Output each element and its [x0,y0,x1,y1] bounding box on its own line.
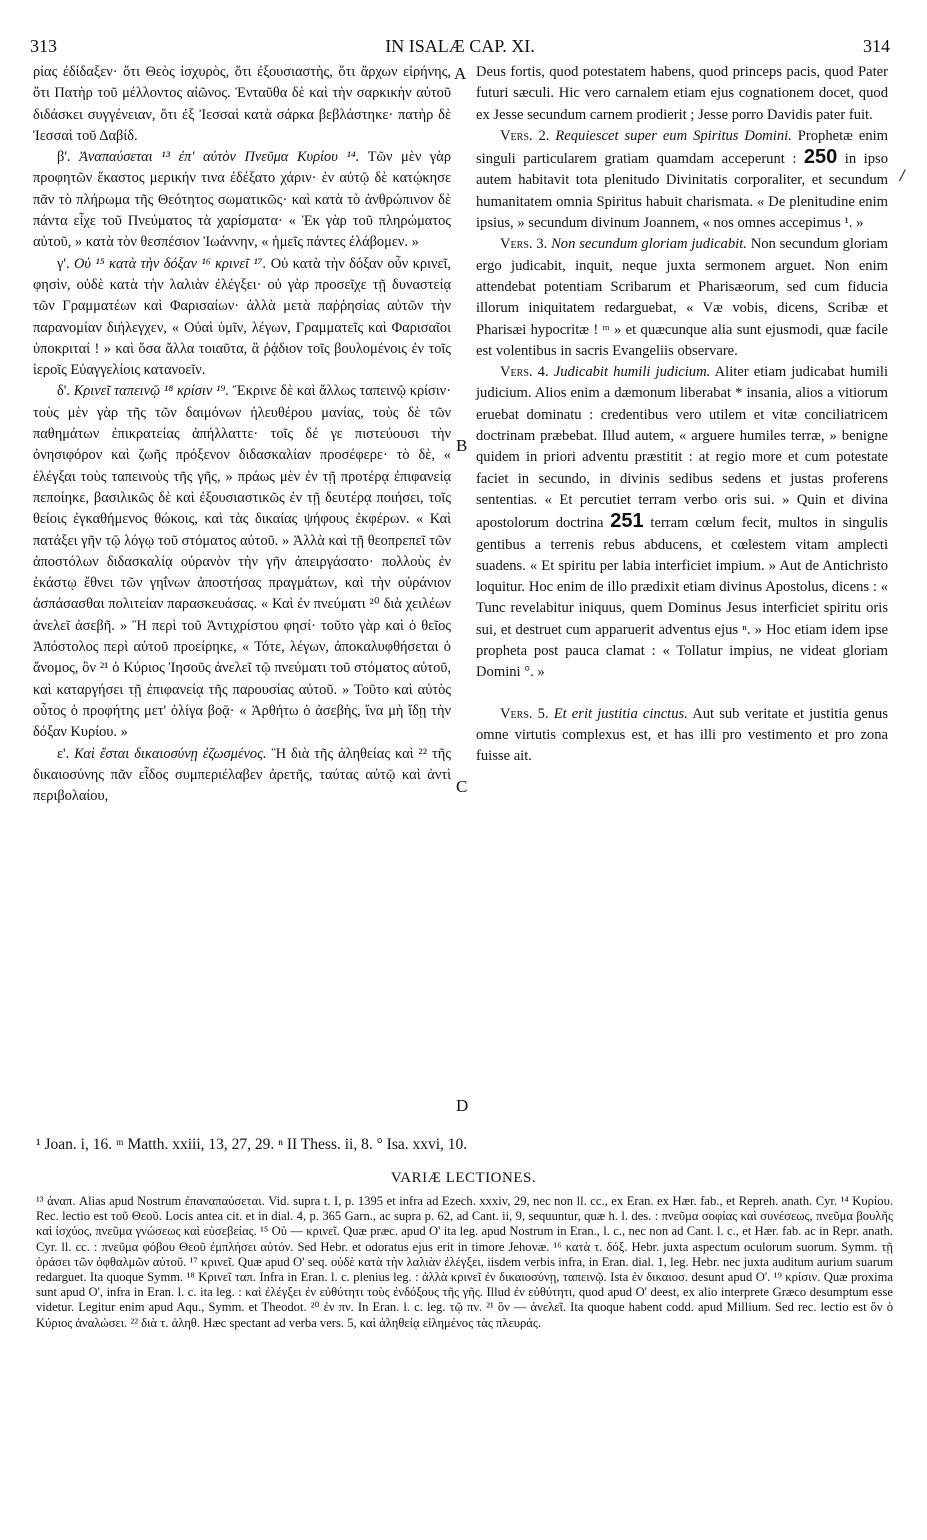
greek-verse-4-heading: Κρινεῖ ταπεινῷ ¹⁸ κρίσιν ¹⁹. [73,383,229,400]
greek-verse-2-text: Τῶν μὲν γὰρ προφητῶν ἕκαστος μερικήν τινα ἐδέξατο χάριν· ἐν αὐτῷ δὲ κατῴκησε πᾶν τὸ πλήρωμα τῆς Θεότητος σωματικῶς· καὶ κατὰ τὸ ἀνθρώπινον δὲ πάντα εἶχε τοῦ Πνεύματος τὰ χαρίσματα· « Ἐκ γὰρ τοῦ πληρώματος αὐτοῦ, » κατὰ τὸν θεσπέσιον Ἰωάννην, « ἡμεῖς πάντες ἐλάβομεν. » [33,149,451,251]
greek-verse-2 [33,147,451,253]
latin-verse-2-label: Vers. 2. [500,127,550,144]
greek-verse-4-number: δ'. [57,383,70,400]
latin-verse-2-heading: Requiescet super eum Spiritus Domini. [555,127,792,144]
latin-verse-5 [476,704,888,768]
greek-verse-3 [33,254,451,382]
latin-verse-3-heading: Non secundum gloriam judicabit. [551,236,747,253]
latin-verse-5-heading: Et erit justitia cinctus. [553,705,688,722]
latin-verse-4 [476,362,888,683]
margin-letter-c: C [456,777,468,796]
greek-verse-5-number: ε'. [57,745,70,762]
variae-lectiones-text: ¹³ ἀναπ. Alias apud Nostrum ἐπαναπαύσεται. Vid. supra t. I, p. 1395 et infra ad Ezech. xxxiv, 29, nec non ll. cc., ex Eran. ex Hær. fab., et Repreh. anath. Cyr. ¹⁴ Κυρίου. Rec. lectio est τοῦ Θεοῦ. Locis antea cit. et in dial. 4, p. 365 Garn., ac supra p. 62, ad Cant. ii, 9, sequuntur, quæ h. l. des. : πνεῦμα σοφίας καὶ συνέσεως, πνεῦμα βουλῆς καὶ ἰσχύος, πνεῦμα γνώσεως καὶ εὐσεβείας. ¹⁵ Οὐ — κρινεῖ. Quæ præc. apud O' ita leg. apud Nostrum in Eran., l. c., nec non ad Cant. l. c., et Hær. fab. ac in Repr. anath. Cyr. ll. cc. : πνεῦμα φόβου Θεοῦ ἐμπλήσει αὐτόν. Sed Hebr. et odoratus ejus erit in timore Jehovæ. ¹⁶ κατὰ τ. δόξ. Hebr. juxta aspectum oculorum suorum. Symm. τῇ ὁράσει τῶν ὀφθαλμῶν αὐτοῦ. ¹⁷ κρινεῖ. Quæ apud O' seq. οὐδὲ κατὰ τὴν λαλιὰν ἐλέγξει, iisdem verbis infra, in Eran. dial. 1, leg. Hebr. nec juxta auditum aurium suarum redarguet. Ita quoque Symm. ¹⁸ Κρινεῖ ταπ. Infra in Eran. l. c. plenius leg. : ἀλλὰ κρινεῖ ἐν δικαιοσύνῃ, ταπεινῷ. Ista ἐν δικαιοσ. desunt apud O'. ¹⁹ κρίσιν. Quæ proxima sunt apud O', infra in Eran. l. c. ita leg. : καὶ ἐλέγξει ἐν εὐθύτητι τοὺς ἐνδόξους τῆς γῆς. Illud ἐν εὐθύτητι, quod apud O' deest, ex alio interprete Græco desumptum esse videtur. Legitur enim apud Aqu., Symm. et Theodot. ²⁰ ἐν πν. In Eran. l. c. leg. τῷ πν. ²¹ ὃν — ἀνελεῖ. Ita quoque habent codd. apud Millium. Sed rec. lectio est ὃν ὁ Κύριος ἀναλώσει. ²² διὰ τ. ἀληθ. Hæc spectant ad verba vers. 5, καὶ ἀληθείᾳ εἰλημένος τὰς πλευράς. [36,1194,893,1330]
greek-verse-5-text: Ἢ διὰ τῆς ἀληθείας καὶ ²² τῆς δικαιοσύνης πᾶν εἶδος συμπεριέλαβεν ἀρετῆς, ταύτας αὐτῷ καὶ ἀντὶ περιβολαίου, [33,745,451,805]
greek-verse-3-heading: Οὐ ¹⁵ κατὰ τὴν δόξαν ¹⁶ κρινεῖ ¹⁷. [73,255,267,272]
column-number-251: 251 [610,510,644,533]
margin-letter-b: B [456,436,468,455]
latin-verse-2 [476,126,888,234]
latin-verse-4-text-b: terram cœlum fecit, multos in singulis gentibus a terrenis rebus abducens, et cœlestem vitam amplecti suadens. « Et spiritu per labia interficiet impium. » Aut de Antichristo loquitur. Hoc enim de illo prædixit etiam divinus Apostolus, dicens : « Tunc revelabitur iniquus, quem Dominus Jesus interficiet spiritu oris sui, et destruet cum apparuerit adventus ejus ⁿ. » Hoc etiam idem ipse propheta post pauca clamat : « Tollatur impius, ne videat gloriam Domini °. » [476,515,888,681]
footnotes: ¹ Joan. i, 16. ᵐ Matth. xxiii, 13, 27, 29. ⁿ II Thess. ii, 8. ° Isa. xxvi, 10. [36,1136,468,1153]
page-number-right: 314 [863,36,890,56]
greek-verse-3-number: γ'. [57,255,70,272]
latin-verse-3 [476,234,888,362]
latin-verse-5-text: Aut sub veritate et justitia genus omne virtutis complexus est, et has illi pro vestimento et pro zona fuisse ait. [476,705,889,765]
margin-letter-a: A [454,64,467,83]
margin-letter-d: D [456,1096,469,1115]
greek-verse-3-text: Οὐ κατὰ τὴν δόξαν οὖν κρινεῖ, φησὶν, οὐδὲ κατὰ τὴν λαλιὰν ἐλέγξει· οὐ γὰρ προσεῖχε τῇ δυναστείᾳ τῶν Γραμματέων καὶ Φαρισαίων· ἀλλὰ μετὰ παῤῥησίας αὐτῶν τὴν παρανομίαν διήλεγχεν, « Οὐαὶ ὑμῖν, λέγων, Γραμματεῖς καὶ Φαρισαῖοι ὑποκριταί ! » καὶ ὅσα ἄλλα τοιαῦτα, ἃ ῥᾴδιον τοῖς βουλομένοις ἐν τοῖς ἱεροῖς Εὐαγγελίοις κατανοεῖν. [33,255,451,379]
greek-verse-5-heading: Καὶ ἔσται δικαιοσύνῃ ἐζωσμένος. [74,745,267,762]
greek-verse-2-heading: Ἀναπαύσεται ¹³ ἐπ' αὐτὸν Πνεῦμα Κυρίου ¹⁴. [79,149,360,166]
greek-verse-4-text: Ἔκρινε δὲ καὶ ἄλλως ταπεινῷ κρίσιν· τοὺς μὲν γὰρ τῆς τῶν δαιμόνων ἠλευθέρου μανίας, τοὺς δὲ τῶν παθημάτων ἐπικρατείας ἀπήλλαττε· τοῖς δέ γε πιστεύουσι τὴν ὀνησιφόρον καὶ ζωῆς πρόξενον διδασκαλίαν προσέφερε· τὸ δὲ, « ἐλέγξαι τοὺς ταπεινοὺς τῆς γῆς, » πράως μὲν ἐν τῇ προτέρᾳ ἐπιφανείᾳ πεποίηκε, βασιλικῶς δὲ καὶ ἐξουσιαστικῶς ἐν τῇ δευτέρᾳ ποιήσει, τοῖς θείοις ἐγκαθήμενος θώκοις, καὶ τὰς δικαίας ψήφους ἐκφέρων. « Καὶ πατάξει γῆν τῷ λόγῳ τοῦ στόματος αὐτοῦ. » Ἀλλὰ καὶ τῇ θεοπρεπεῖ τῶν ἀποστόλων διδασκαλίᾳ οὐρανὸν τὴν γῆν ἀπειργάσατο· πολλοὺς ἐν ἑκάστῳ ἔθνει τῶν γηΐνων ἀποστήσας πραγμάτων, καὶ τὴν οὐράνιον ἀσπάσασθαι πολιτείαν παρασκευάσας. « Καὶ ἐν πνεύματι ²⁰ διὰ χειλέων ἀνελεῖ ἀσεβῆ. » Ἢ περὶ τοῦ Ἀντιχρίστου φησί· τοῦτο γὰρ καὶ ὁ θεῖος Ἀπόστολος περὶ αὐτοῦ προείρηκε, « Τότε, λέγων, ἀποκαλυφθήσεται ὁ ἄνομος, ὃν ²¹ ὁ Κύριος Ἰησοῦς ἀνελεῖ τῷ πνεύματι τοῦ στόματος αὐτοῦ, καὶ καταργήσει τῇ ἐπιφανείᾳ τῆς παρουσίας αὐτοῦ. » Τοῦτο καὶ αὐτὸς οὗτος ὁ προφήτης μετ' ὀλίγα βοᾷ· « Ἀρθήτω ὁ ἀσεβὴς, ἵνα μὴ ἴδῃ τὴν δόξαν Κυρίου. » [33,383,451,741]
running-header [30,36,890,60]
latin-verse-5-label: Vers. 5. [500,705,549,722]
variae-lectiones-title: VARIÆ LECTIONES. [390,1170,537,1186]
column-number-250: 250 [803,146,838,169]
greek-verse-5 [33,744,451,808]
running-title: IN ISALÆ CAP. XI. [385,36,535,56]
variae-lectiones [36,1194,893,1331]
latin-verse-2-text-b: in ipso autem habitavit tota plenitudo Divinitatis corporaliter, et secundum humanitatem omnia Spiritus habuit charismata. « De plenitudine enim ipsius, » secundum divinum Joannem, « nos omnes accepimus ¹. » [476,151,888,232]
latin-verse-3-text: Non secundum gloriam ergo judicabit, inquit, neque juxta sermonem arguet. Non enim attendebat potentiam Scribarum et Pharisæorum, sed cum fiducia illorum iniquitatem redarguebat, « Væ vobis, dicens, Scribæ et Pharisæi hypocritæ ! ᵐ » et quæcunque alia sunt ejusmodi, quæ facile est volentibus in sacris Evangeliis observare. [476,236,888,359]
latin-verse-2-text-a: Prophetæ enim singuli particularem gratiam quamdam acceperunt : [476,127,889,168]
latin-verse-4-text-a: Aliter etiam judicabat humili judicium. Alios enim a dæmonum liberabat * insania, alios a vitiorum eruebat dominatu : credentibus vero utilem et vitæ conciliatricem doctrinam præbebat. Illud autem, « arguere humiles terræ, » benigne quidem in priori adventu præstitit : at regio more et cum potestate faciet in secundo, in divinis sedibus sedens et justas proferens sententias. « Et percutiet terram verbo oris sui. » Quin et divina apostolorum doctrina [476,364,888,532]
greek-column [33,62,451,807]
greek-paragraph-1: ρίας ἐδίδαξεν· ὅτι Θεὸς ἰσχυρὸς, ὅτι ἐξουσιαστὴς, ὅτι ἄρχων εἰρήνης, ὅτι Πατὴρ τοῦ μέλλοντος αἰῶνος. Ἐνταῦθα δὲ καὶ τὴν σαρκικὴν αὐτοῦ διδάσκει συγγένειαν, ὅτι ἐξ Ἰεσσαὶ κατὰ σάρκα βεβλάστηκε· πατὴρ δὲ Ἰεσσαὶ τοῦ Δαβίδ. [33,64,451,144]
latin-verse-4-heading: Judicabit humili judicium. [553,364,711,381]
margin-stray-mark: / [900,168,905,184]
greek-verse-2-number: β'. [57,149,71,166]
latin-verse-3-label: Vers. 3. [500,236,548,253]
page-number-left: 313 [30,36,57,56]
latin-paragraph-1: Deus fortis, quod potestatem habens, quod princeps pacis, quod Pater futuri sæculi. Hic vero carnalem etiam ejus cognationem docet, quod ex Jesse secundum carnem prodierit ; Jesse porro Davidis pater fuit. [476,64,888,123]
latin-column [476,62,888,768]
latin-verse-4-label: Vers. 4. [500,364,549,381]
greek-verse-4 [33,381,451,743]
